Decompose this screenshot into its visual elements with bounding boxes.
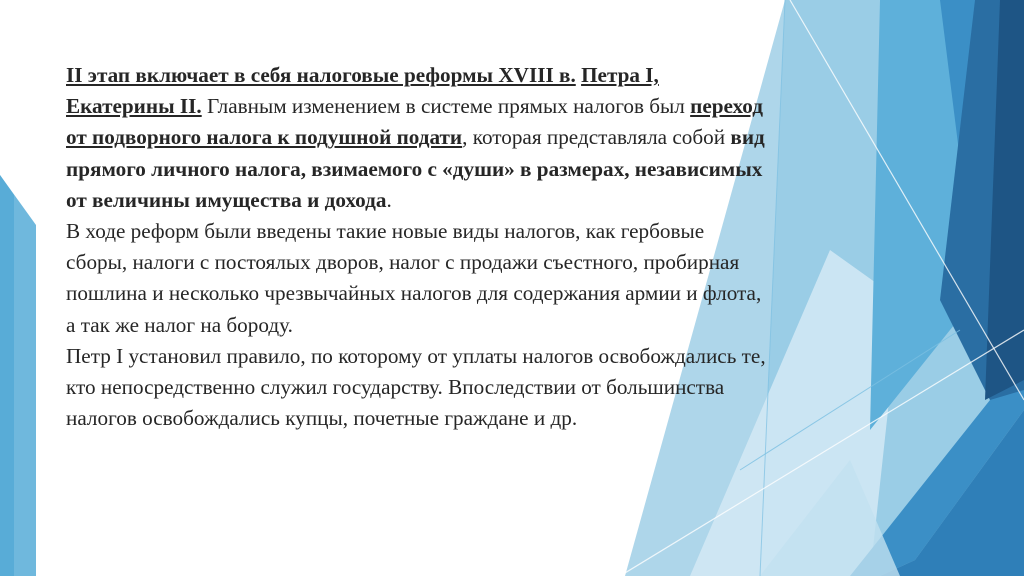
transition-emphasis: переход от подворного налога к подушной подати <box>66 94 764 150</box>
which-text: , которая представляла собой <box>462 125 731 150</box>
left-accent-shade <box>0 175 14 576</box>
slide-body-text <box>66 60 766 434</box>
main-change-text: Главным изменением в системе прямых налогов был <box>201 94 691 119</box>
paragraph1-period: . <box>386 187 392 212</box>
paragraph-reform-stage <box>66 60 766 216</box>
paragraph-exemptions: Петр I установил правило, по которому от уплаты налогов освобождались те, кто непосредственно служил государству. Впоследствии от большинства налогов освобождались купцы, почетные граждане и др. <box>66 343 766 431</box>
paragraph-new-taxes: В ходе реформ были введены такие новые виды налогов, как гербовые сборы, налоги с постоялых дворов, налог с продажи съестного, пробирная пошлина и несколько чрезвычайных налогов для содержания армии и флота, а так же налог на бороду. <box>66 219 762 337</box>
stage-heading: II этап включает в себя налоговые реформы XVIII в. <box>66 63 576 87</box>
rulers-heading: Петра I, Екатерины II. <box>66 63 659 119</box>
tax-definition-emphasis: вид прямого личного налога, взимаемого с «души» в размерах, независимых от величины имущества и дохода <box>66 125 765 212</box>
